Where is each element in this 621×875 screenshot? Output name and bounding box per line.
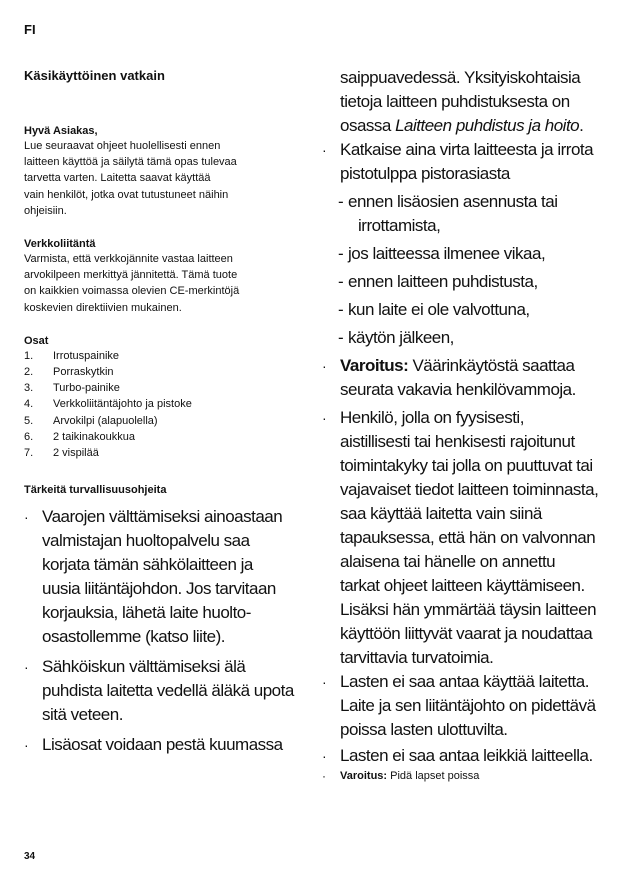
bullet-unplug: · Katkaise aina virta laitteesta ja irrota pistotulppa pistorasiasta bbox=[322, 140, 594, 183]
warning-label: Varoitus: bbox=[340, 770, 388, 782]
page-title: Käsikäyttöinen vatkain bbox=[24, 68, 165, 83]
list-item: 2. Porraskytkin bbox=[24, 366, 114, 379]
safety-heading: Tärkeitä turvallisuusohjeita bbox=[24, 484, 167, 497]
bullet-icon: · bbox=[24, 737, 29, 754]
list-item: 3. Turbo-painike bbox=[24, 382, 120, 395]
safety-bullet-water: · Sähköiskun välttämiseksi älä puhdista laitetta vedellä äläkä upota sitä veteen. bbox=[24, 657, 294, 725]
bullet-icon: · bbox=[322, 769, 326, 783]
mains-heading: Verkkoliitäntä bbox=[24, 238, 96, 251]
bullet-icon: · bbox=[24, 659, 29, 676]
page-number: 34 bbox=[24, 851, 36, 862]
list-item: - kun laite ei ole valvottuna, bbox=[338, 300, 530, 319]
list-item: - ennen laitteen puhdistusta, bbox=[338, 272, 538, 291]
list-item: 5. Arvokilpi (alapuolella) bbox=[24, 414, 158, 427]
bullet-children-use: · Lasten ei saa antaa käyttää laitetta. Laite ja sen liitäntäjohto on pidettävä poissa lasten ulottuvilta. bbox=[322, 672, 596, 739]
section-reference: Laitteen puhdistus ja hoito bbox=[395, 116, 580, 135]
list-item: - ennen lisäosien asennusta tai irrottamista, bbox=[338, 192, 558, 235]
list-item: - käytön jälkeen, bbox=[338, 328, 454, 347]
bullet-icon: · bbox=[322, 142, 327, 158]
bullet-reduced-capacity: · Henkilö, jolla on fyysisesti, aistillisesti tai henkisesti rajoitunut toimintakyky tai jolla on puuttuvat tai vajavaiset tiedot laitteen toiminnasta, saa käyttää laitetta vain siinä tapauksessa, että hän on valvonnan alaisena tai hänelle on annettu tarkat ohjeet laitteen käyttämiseen. Lisäksi hän ymmärtää täysin laitteen käyttöön liittyvät vaarat ja noudattaa tarvittavia turvatoimia. bbox=[322, 408, 599, 667]
unplug-sublist bbox=[322, 186, 602, 350]
right-column bbox=[322, 66, 602, 784]
safety-bullet-repair: · Vaarojen välttämiseksi ainoastaan valmistajan huoltopalvelu saa korjata tämän sähkölaitteen ja uusia liitäntäjohdon. Jos tarvitaan korjauksia, lähetä laite huolto- osastollemme (katso liite). bbox=[24, 507, 283, 647]
bullet-children-play: · Lasten ei saa antaa leikkiä laitteella. bbox=[322, 742, 602, 768]
list-item: - jos laitteessa ilmenee vikaa, bbox=[338, 244, 546, 263]
safety-bullet-accessories: · Lisäosat voidaan pestä kuumassa bbox=[24, 733, 299, 757]
bullet-warning-children: · Varoitus: Pidä lapset poissa bbox=[322, 769, 480, 783]
warning-label: Varoitus: bbox=[340, 356, 409, 375]
bullet-icon: · bbox=[322, 410, 327, 426]
left-column bbox=[24, 68, 299, 757]
bullet-icon: · bbox=[322, 358, 327, 374]
list-item: 1. Irrotuspainike bbox=[24, 349, 120, 362]
intro-paragraph: Lue seuraavat ohjeet huolellisesti ennen laitteen käyttöä ja säilytä tämä opas tulevaa tarvetta varten. Laitetta saavat käyttää vain henkilöt, jotka ovat tutustuneet näihin ohjeisiin. bbox=[24, 140, 237, 217]
continued-paragraph: saippuavedessä. Yksityiskohtaisia tietoja laitteen puhdistuksesta on osassa Laitteen puhdistus ja hoito. bbox=[340, 68, 584, 135]
bullet-icon: · bbox=[322, 674, 327, 690]
bullet-icon: · bbox=[322, 748, 327, 764]
list-item: 7. 2 vispilää bbox=[24, 447, 99, 460]
bullet-warning-misuse: · Varoitus: Väärinkäytöstä saattaa seurata vakavia henkilövammoja. bbox=[322, 356, 576, 399]
greeting: Hyvä Asiakas, bbox=[24, 125, 98, 137]
parts-heading: Osat bbox=[24, 334, 49, 347]
parts-list bbox=[24, 348, 299, 461]
mains-paragraph: Varmista, että verkkojännite vastaa laitteen arvokilpeen merkittyä jännitettä. Tämä tuote on kaikkien voimassa olevien CE-merkintöjä koskevien direktiivien mukainen. bbox=[24, 253, 240, 314]
list-item: 6. 2 taikinakoukkua bbox=[24, 430, 135, 443]
list-item: 4. Verkkoliitäntäjohto ja pistoke bbox=[24, 398, 192, 411]
bullet-icon: · bbox=[24, 509, 29, 526]
language-code: FI bbox=[24, 22, 36, 37]
